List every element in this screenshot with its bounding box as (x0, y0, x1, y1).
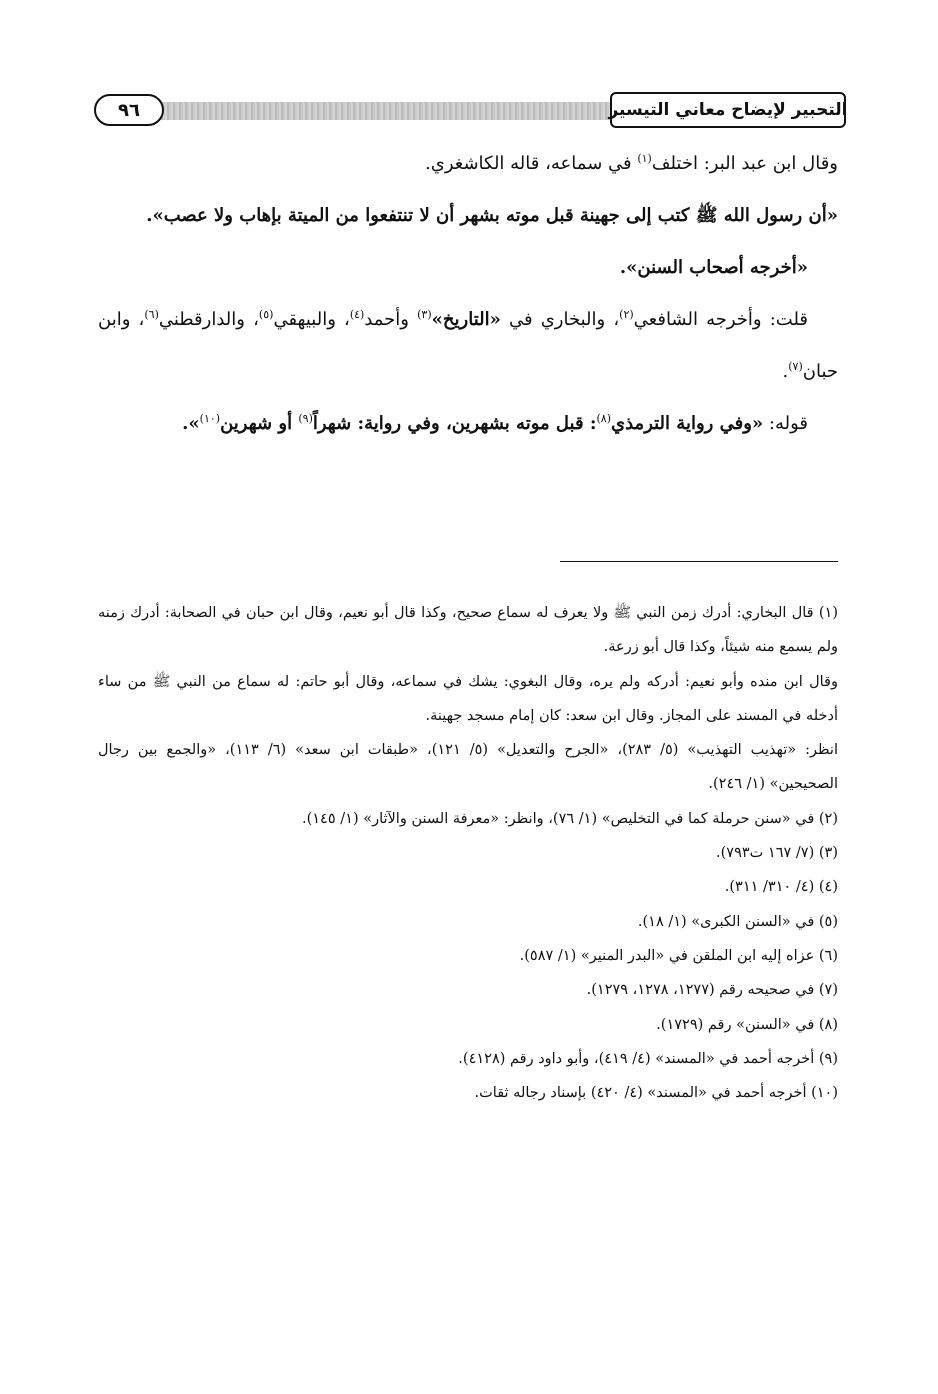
footnote-ref-1: (١) (637, 152, 652, 165)
footnote-5: (٥) في «السنن الكبرى» (١/ ١٨). (637, 913, 838, 930)
footnote-ref-3: (٣) (417, 308, 432, 321)
book-title: التحبير لإيضاح معاني التيسير (610, 92, 846, 128)
running-header (82, 92, 846, 132)
footnote-ref-2: (٢) (619, 308, 634, 321)
footnote-2: (٢) في «سنن حرملة كما في التخليص» (١/ ٧٦)، وانظر: «معرفة السنن والآثار» (١/ ١٤٥). (301, 810, 838, 827)
footnotes (98, 596, 838, 1110)
footnote-1-continued: وقال ابن منده وأبو نعيم: أدركه ولم يره، وقال البغوي: يشك في سماعه، وقال أبو حاتم: له سماع من النبي ﷺ من ساء أدخله في المسند على المجاز. وقال ابن سعد: كان إمام مسجد جهينة. (98, 673, 838, 724)
footnote-ref-10: (١٠) (199, 412, 221, 425)
footnote-10: (١٠) أخرجه أحمد في «المسند» (٤/ ٤٢٠) بإسناد رجاله ثقات. (474, 1085, 838, 1102)
footnote-3: (٣) (٧/ ١٦٧ ت٧٩٣). (716, 845, 838, 862)
paragraph-qawluhu: قوله: «وفي رواية الترمذي$^{(٨)}$: قبل موته بشهرين، وفي رواية: شهراً$^{(٩)}$ أو شهرين$^{(١٠)}$». (182, 412, 808, 434)
hadith-text: «أن رسول الله ﷺ كتب إلى جهينة قبل موته بشهر أن لا تنتفعوا من الميتة بإهاب ولا عصب». (146, 205, 838, 226)
footnote-6: (٦) عزاه إليه ابن الملقن في «البدر المنير» (١/ ٥٨٧). (519, 947, 838, 964)
footnote-4: (٤) (٤/ ٣١٠/ ٣١١). (724, 879, 838, 896)
footnote-ref-8: (٨) (596, 412, 612, 425)
footnote-1: (١) قال البخاري: أدرك زمن النبي ﷺ ولا يعرف له سماع صحيح، وكذا قال أبو نعيم، وقال ابن حبان في الصحابة: أدرك زمنه ولم يسمع منه شيئاً، وكذا قال أبو زرعة. (98, 605, 838, 656)
footnote-ref-9: (٩) (298, 412, 313, 425)
footnote-ref-6: (٦) (144, 308, 159, 321)
footnote-ref-5: (٥) (258, 308, 274, 321)
footnote-1-references: انظر: «تهذيب التهذيب» (٥/ ٢٨٣)، «الجرح والتعديل» (٥/ ١٢١)، «طبقات ابن سعد» (٦/ ١١٣)، «والجمع بين رجال الصحيحين» (١/ ٢٤٦). (98, 742, 838, 793)
footnote-8: (٨) في «السنن» رقم (١٧٢٩). (656, 1016, 838, 1033)
footnote-9: (٩) أخرجه أحمد في «المسند» (٤/ ٤١٩)، وأبو داود رقم (٤١٢٨). (458, 1050, 838, 1067)
footnote-separator (560, 561, 838, 562)
footnote-ref-4: (٤) (349, 308, 365, 321)
footnote-7: (٧) في صحيحه رقم (١٢٧٧، ١٢٧٨، ١٢٧٩). (586, 982, 838, 999)
paragraph-qultu: قلت: وأخرجه الشافعي$^{(٢)}$، والبخاري في «التاريخ»$^{(٣)}$ وأحمد$^{(٤)}$، والبيهقي$^{(٥)}$، والدارقطني$^{(٦)}$، وابن حبان$^{(٧)}$. (98, 308, 838, 382)
page-number: ٩٦ (94, 94, 164, 126)
paragraph-ibn-abd-al-barr: وقال ابن عبد البر: اختلف$^{(١)}$ في سماعه، قاله الكاشغري. (425, 152, 838, 174)
main-text (98, 138, 838, 450)
takhrij-text: «أخرجه أصحاب السنن». (619, 257, 808, 278)
footnote-ref-7: (٧) (788, 360, 803, 373)
